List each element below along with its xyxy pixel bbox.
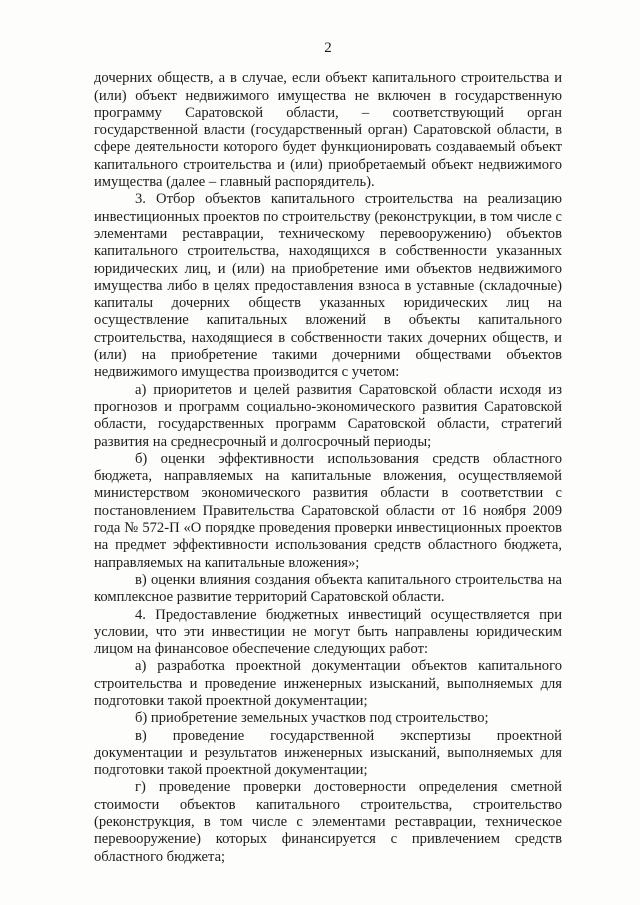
paragraph-clause-3v: в) оценки влияния создания объекта капитального строительства на комплексное развитие территорий Саратовской области. — [94, 571, 562, 606]
paragraph-clause-3a: а) приоритетов и целей развития Саратовской области исходя из прогнозов и программ социально-экономического развития Саратовской области, государственных программ Саратовской области, стратегий развития на среднесрочный и долгосрочный периоды; — [94, 381, 562, 450]
paragraph-clause-3: 3. Отбор объектов капитального строительства на реализацию инвестиционных проектов по строительству (реконструкции, в том числе с элементами реставрации, техническому перевооружению) объектов капитального строительства, находящихся в собственности указанных юридических лиц, и (или) на приобретение ими объектов недвижимого имущества либо в целях предоставления взноса в уставные (складочные) капиталы дочерних обществ указанных юридических лиц на осуществление капитальных вложений в объекты капитального строительства, находящиеся в собственности таких дочерних обществ, и (или) на приобретение такими дочерними обществами объектов недвижимого имущества производится с учетом: — [94, 191, 562, 381]
page-number: 2 — [324, 40, 332, 56]
document-body — [94, 70, 562, 866]
paragraph-clause-4b: б) приобретение земельных участков под строительство; — [135, 710, 489, 727]
paragraph-clause-4: 4. Предоставление бюджетных инвестиций осуществляется при условии, что эти инвестиции не могут быть направлены юридическим лицом на финансовое обеспечение следующих работ: — [94, 606, 562, 658]
paragraph-clause-4a: а) разработка проектной документации объектов капитального строительства и проведение инженерных изысканий, выполняемых для подготовки такой проектной документации; — [94, 658, 562, 709]
paragraph-continuation: дочерних обществ, а в случае, если объект капитального строительства и (или) объект недвижимого имущества не включен в государственную программу Саратовской области, – соответствующий орган государственной власти (государственный орган) Саратовской области, в сфере деятельности которого будет функционировать создаваемый объект капитального строительства и (или) приобретаемый объект недвижимого имущества (далее – главный распорядитель). — [94, 70, 562, 191]
paragraph-clause-4v: в) проведение государственной экспертизы проектной документации и результатов инженерных изысканий, выполняемых для подготовки такой проектной документации; — [94, 727, 562, 779]
paragraph-clause-3b: б) оценки эффективности использования средств областного бюджета, направляемых на капитальные вложения, осуществляемой министерством экономического развития области в соответствии с постановлением Правительства Саратовской области от 16 ноября 2009 года № 572-П «О порядке проведения проверки инвестиционных проектов на предмет эффективности использования средств областного бюджета, направляемых на капитальные вложения»; — [94, 450, 562, 571]
paragraph-clause-4g: г) проведение проверки достоверности определения сметной стоимости объектов капитального строительства, строительство (реконструкция, в том числе с элементами реставрации, техническое перевооружение) которых финансируется с привлечением средств областного бюджета; — [94, 779, 562, 865]
